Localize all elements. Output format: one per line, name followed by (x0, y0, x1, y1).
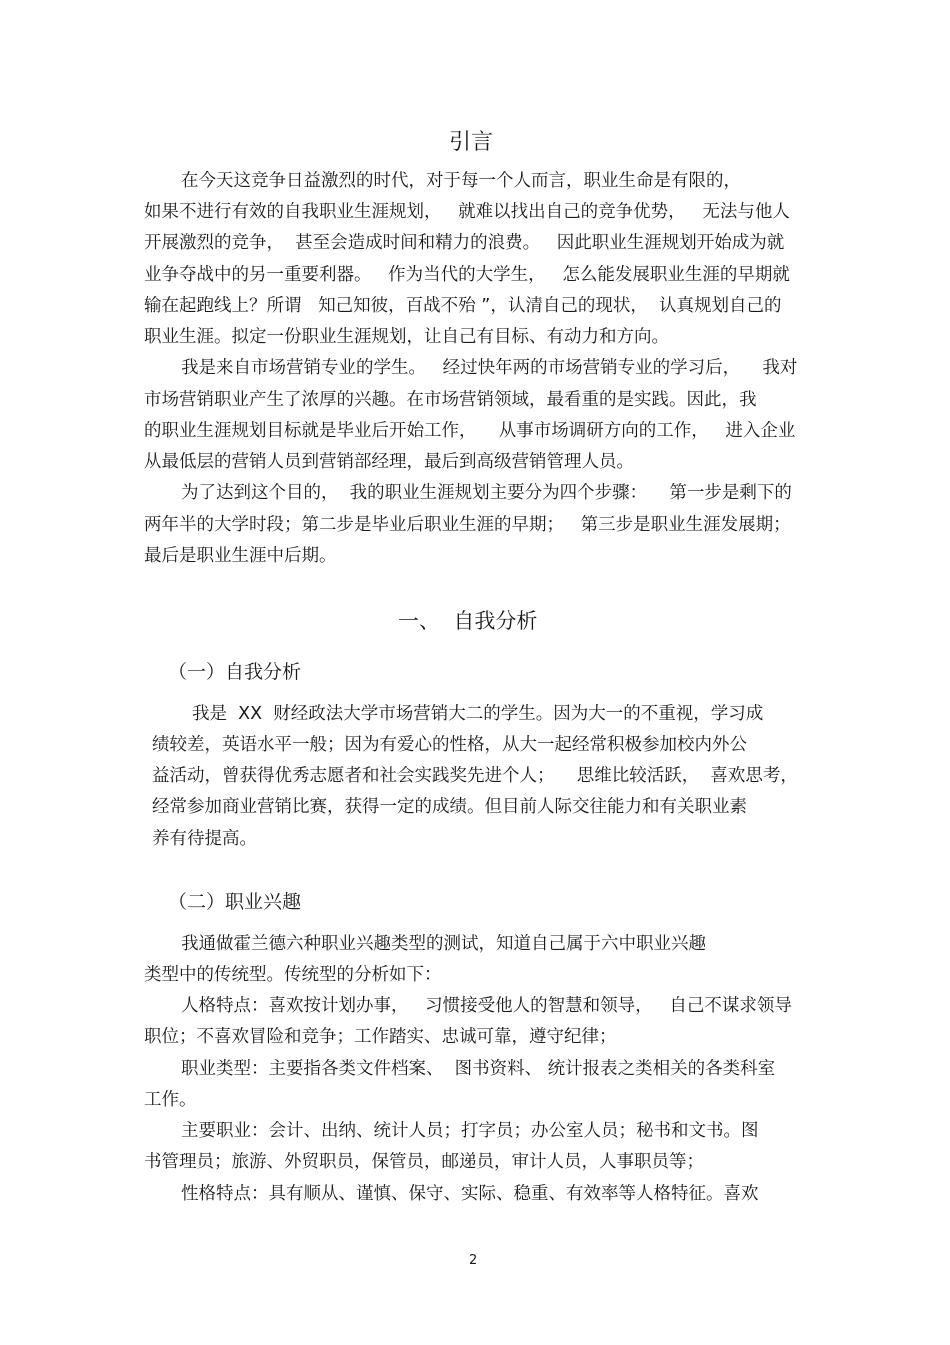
intro-line-6: 职业生涯。拟定一份职业生涯规划，让自己有目标、有动力和方向。 (144, 327, 669, 347)
intro-line-10: 从最低层的营销人员到营销部经理，最后到高级营销管理人员。 (144, 452, 634, 472)
self-analysis-line-1: 我是 XX 财经政法大学市场营销大二的学生。因为大一的不重视，学习成 (192, 704, 764, 724)
career-interest-line-1: 我通做霍兰德六种职业兴趣类型的测试，知道自己属于六中职业兴趣 (181, 934, 706, 954)
intro-line-13: 最后是职业生涯中后期。 (144, 546, 337, 566)
self-analysis-line-3: 益活动，曾获得优秀志愿者和社会实践奖先进个人； 思维比较活跃， 喜欢思考， (152, 766, 798, 786)
intro-title: 引言 (449, 130, 494, 155)
page-number: 2 (469, 1253, 478, 1268)
self-analysis-line-4: 经常参加商业营销比赛，获得一定的成绩。但目前人际交往能力和有关职业素 (152, 797, 747, 817)
intro-line-7: 我是来自市场营销专业的学生。 经过快年两的市场营销专业的学习后， 我对 (181, 358, 798, 378)
career-interest-line-8: 书管理员；旅游、外贸职员，保管员，邮递员，审计人员，人事职员等； (144, 1152, 704, 1172)
self-analysis-line-2: 绩较差，英语水平一般；因为有爱心的性格，从大一起经常积极参加校内外公 (152, 735, 747, 755)
career-interest-line-7: 主要职业：会计、出纳、统计人员；打字员；办公室人员；秘书和文书。图 (181, 1121, 759, 1141)
intro-line-12: 两年半的大学时段；第二步是毕业后职业生涯的早期； 第三步是职业生涯发展期； (144, 515, 791, 535)
self-analysis-line-5: 养有待提高。 (152, 829, 257, 849)
career-interest-line-2: 类型中的传统型。传统型的分析如下： (144, 965, 442, 985)
section-title: 一、 自我分析 (398, 609, 538, 633)
intro-line-2: 如果不进行有效的自我职业生涯规划， 就难以找出自己的竞争优势， 无法与他人 (144, 202, 790, 222)
subsection-heading-career-interest: （二）职业兴趣 (168, 891, 302, 913)
intro-line-11: 为了达到这个目的， 我的职业生涯规划主要分为四个步骤： 第一步是剩下的 (181, 483, 792, 503)
intro-line-5: 输在起跑线上？所谓 知己知彼，百战不殆 ”，认清自己的现状， 认真规划自己的 (144, 296, 782, 316)
intro-line-1: 在今天这竞争日益激烈的时代，对于每一个人而言，职业生命是有限的， (181, 171, 741, 191)
career-interest-line-5: 职业类型：主要指各类文件档案、 图书资料、 统计报表之类相关的各类科室 (181, 1059, 776, 1079)
intro-line-3: 开展激烈的竞争， 甚至会造成时间和精力的浪费。 因此职业生涯规划开始成为就 (144, 233, 785, 253)
intro-line-9: 的职业生涯规划目标就是毕业后开始工作， 从事市场调研方向的工作， 进入企业 (144, 421, 796, 441)
intro-line-8: 市场营销职业产生了浓厚的兴趣。在市场营销领域，最看重的是实践。因此，我 (144, 390, 757, 410)
career-interest-line-9: 性格特点：具有顺从、谨慎、保守、实际、稳重、有效率等人格特征。喜欢 (181, 1184, 759, 1204)
career-interest-line-6: 工作。 (144, 1090, 197, 1110)
career-interest-line-3: 人格特点：喜欢按计划办事， 习惯接受他人的智慧和领导， 自己不谋求领导 (181, 996, 792, 1016)
subsection-heading-self-analysis: （一）自我分析 (168, 661, 302, 683)
intro-line-4: 业争夺战中的另一重要利器。 作为当代的大学生， 怎么能发展职业生涯的早期就 (144, 265, 790, 285)
career-interest-line-4: 职位；不喜欢冒险和竞争；工作踏实、忠诚可靠，遵守纪律； (144, 1027, 617, 1047)
